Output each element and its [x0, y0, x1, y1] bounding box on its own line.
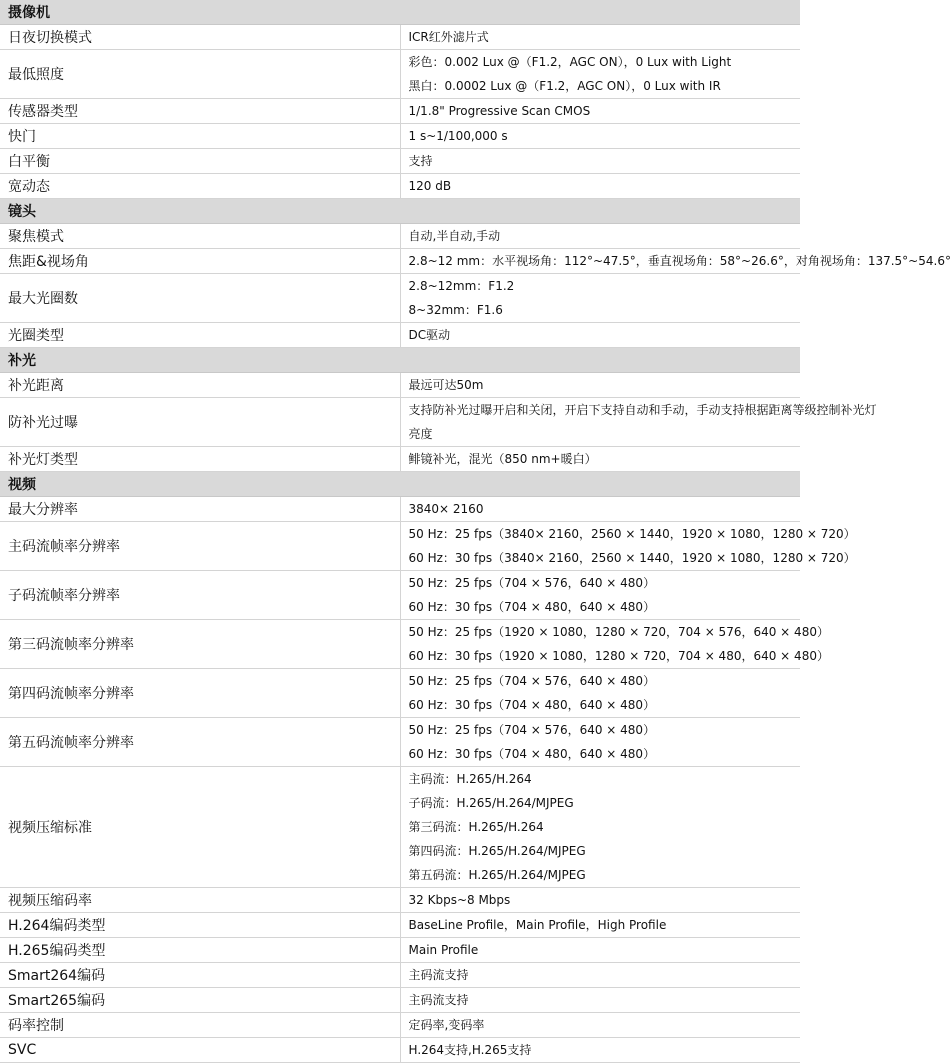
- spec-value: [400, 224, 800, 249]
- spec-value: [400, 988, 800, 1013]
- spec-label: 子码流帧率分辨率: [0, 571, 400, 620]
- spec-value: [400, 398, 877, 447]
- spec-value: [400, 447, 800, 472]
- spec-row: [0, 174, 800, 199]
- section-header: [0, 472, 800, 497]
- spec-value-line: 1 s~1/100,000 s: [408, 129, 508, 143]
- spec-row: [0, 988, 800, 1013]
- spec-value: [400, 522, 856, 571]
- spec-value-line: 8~32mm：F1.6: [408, 303, 503, 317]
- spec-row: [0, 620, 800, 669]
- spec-value-line: 32 Kbps~8 Mbps: [408, 893, 511, 907]
- spec-label: H.264编码类型: [0, 913, 400, 938]
- section-header: [0, 199, 800, 224]
- spec-value-line: Main Profile: [408, 943, 479, 957]
- spec-value-line: 主码流：H.265/H.264: [408, 772, 532, 786]
- spec-label: 视频压缩码率: [0, 888, 400, 913]
- spec-row: [0, 571, 800, 620]
- spec-value: [400, 497, 800, 522]
- spec-value-line: 60 Hz：30 fps（704 × 480，640 × 480）: [408, 600, 656, 614]
- spec-value-line: 1/1.8" Progressive Scan CMOS: [408, 104, 591, 118]
- spec-label: 补光距离: [0, 373, 400, 398]
- spec-label: 第四码流帧率分辨率: [0, 669, 400, 718]
- section-header: [0, 348, 800, 373]
- spec-row: [0, 888, 800, 913]
- spec-row: [0, 25, 800, 50]
- section-title: 补光: [0, 348, 800, 373]
- spec-value-line: DC驱动: [408, 328, 451, 342]
- spec-value-line: 子码流：H.265/H.264/MJPEG: [408, 796, 574, 810]
- spec-label: 传感器类型: [0, 99, 400, 124]
- spec-row: [0, 398, 800, 447]
- spec-row: [0, 274, 800, 323]
- spec-value: [400, 938, 800, 963]
- spec-row: [0, 1013, 800, 1038]
- spec-value-line: 50 Hz：25 fps（704 × 576，640 × 480）: [408, 576, 656, 590]
- spec-value: [400, 1013, 800, 1038]
- spec-label: 聚焦模式: [0, 224, 400, 249]
- spec-value-line: 鲱镜补光，混光（850 nm+暖白）: [408, 452, 597, 466]
- spec-label: 光圈类型: [0, 323, 400, 348]
- spec-value: [400, 323, 800, 348]
- spec-value-line: 120 dB: [408, 179, 452, 193]
- spec-value: [400, 249, 951, 274]
- spec-value: [400, 913, 800, 938]
- spec-value-line: 50 Hz：25 fps（704 × 576，640 × 480）: [408, 674, 656, 688]
- spec-value: [400, 767, 800, 888]
- spec-value: [400, 963, 800, 988]
- spec-label: 焦距&视场角: [0, 249, 400, 274]
- spec-value-line: BaseLine Profile，Main Profile，High Profile: [408, 918, 667, 932]
- spec-value-line: 60 Hz：30 fps（1920 × 1080，1280 × 720，704 × 480，640 × 480）: [408, 649, 829, 663]
- spec-value: [400, 50, 800, 99]
- spec-value: [400, 25, 800, 50]
- spec-row: [0, 447, 800, 472]
- spec-row: [0, 913, 800, 938]
- spec-row: [0, 497, 800, 522]
- spec-label: 补光灯类型: [0, 447, 400, 472]
- spec-row: [0, 50, 800, 99]
- spec-value-line: 主码流支持: [408, 993, 469, 1007]
- spec-value-line: ICR红外滤片式: [408, 30, 489, 44]
- spec-value-line: 支持: [408, 154, 433, 168]
- spec-value: [400, 620, 829, 669]
- spec-row: [0, 224, 800, 249]
- spec-row: [0, 522, 800, 571]
- section-title: 视频: [0, 472, 800, 497]
- spec-value: [400, 174, 800, 199]
- spec-value-line: 第四码流：H.265/H.264/MJPEG: [408, 844, 586, 858]
- spec-value: [400, 718, 800, 767]
- spec-value-line: 2.8~12 mm：水平视场角：112°~47.5°，垂直视场角：58°~26.6°，对角视场角：137.5°~54.6°: [408, 254, 951, 268]
- spec-value-line: 60 Hz：30 fps（3840× 2160，2560 × 1440，1920 × 1080，1280 × 720）: [408, 551, 856, 565]
- spec-value-line: 主码流支持: [408, 968, 469, 982]
- spec-value-line: 黑白：0.0002 Lux @（F1.2，AGC ON），0 Lux with IR: [408, 79, 721, 93]
- spec-label: 第三码流帧率分辨率: [0, 620, 400, 669]
- spec-value: [400, 274, 800, 323]
- spec-row: [0, 963, 800, 988]
- spec-value-line: 50 Hz：25 fps（704 × 576，640 × 480）: [408, 723, 656, 737]
- section-header: [0, 0, 800, 25]
- spec-label: 白平衡: [0, 149, 400, 174]
- spec-value-line: 第三码流：H.265/H.264: [408, 820, 544, 834]
- spec-row: [0, 669, 800, 718]
- spec-value: [400, 124, 800, 149]
- spec-label: 视频压缩标准: [0, 767, 400, 888]
- spec-row: [0, 718, 800, 767]
- spec-row: [0, 373, 800, 398]
- spec-label: 快门: [0, 124, 400, 149]
- spec-row: [0, 1038, 800, 1063]
- spec-row: [0, 938, 800, 963]
- spec-row: [0, 249, 800, 274]
- spec-value-line: 支持防补光过曝开启和关闭，开启下支持自动和手动，手动支持根据距离等级控制补光灯: [408, 403, 877, 417]
- spec-label: Smart265编码: [0, 988, 400, 1013]
- spec-value: [400, 571, 800, 620]
- spec-label: 最大分辨率: [0, 497, 400, 522]
- spec-value-line: 60 Hz：30 fps（704 × 480，640 × 480）: [408, 747, 656, 761]
- spec-value-line: 彩色：0.002 Lux @（F1.2，AGC ON），0 Lux with Light: [408, 55, 732, 69]
- spec-label: 最大光圈数: [0, 274, 400, 323]
- spec-value-line: 亮度: [408, 427, 433, 441]
- spec-value-line: 2.8~12mm：F1.2: [408, 279, 515, 293]
- spec-value-line: 最远可达50m: [408, 378, 484, 392]
- spec-row: [0, 149, 800, 174]
- spec-label: 宽动态: [0, 174, 400, 199]
- section-title: 摄像机: [0, 0, 800, 25]
- spec-value: [400, 149, 800, 174]
- spec-row: [0, 323, 800, 348]
- section-title: 镜头: [0, 199, 800, 224]
- spec-value: [400, 373, 800, 398]
- spec-value-line: H.264支持,H.265支持: [408, 1043, 532, 1057]
- spec-value: [400, 1038, 800, 1063]
- spec-value: [400, 669, 800, 718]
- spec-label: 日夜切换模式: [0, 25, 400, 50]
- spec-label: 码率控制: [0, 1013, 400, 1038]
- spec-value: [400, 888, 800, 913]
- spec-label: Smart264编码: [0, 963, 400, 988]
- spec-value-line: 50 Hz：25 fps（1920 × 1080，1280 × 720，704 × 576，640 × 480）: [408, 625, 829, 639]
- spec-row: [0, 767, 800, 888]
- spec-label: 最低照度: [0, 50, 400, 99]
- spec-value-line: 60 Hz：30 fps（704 × 480，640 × 480）: [408, 698, 656, 712]
- spec-value: [400, 99, 800, 124]
- spec-label: H.265编码类型: [0, 938, 400, 963]
- spec-value-line: 定码率,变码率: [408, 1018, 485, 1032]
- spec-label: 主码流帧率分辨率: [0, 522, 400, 571]
- spec-value-line: 3840× 2160: [408, 502, 484, 516]
- spec-row: [0, 124, 800, 149]
- spec-row: [0, 99, 800, 124]
- spec-value-line: 50 Hz：25 fps（3840× 2160，2560 × 1440，1920 × 1080，1280 × 720）: [408, 527, 856, 541]
- spec-label: SVC: [0, 1038, 400, 1063]
- spec-label: 防补光过曝: [0, 398, 400, 447]
- spec-label: 第五码流帧率分辨率: [0, 718, 400, 767]
- spec-value-line: 第五码流：H.265/H.264/MJPEG: [408, 868, 586, 882]
- spec-value-line: 自动,半自动,手动: [408, 229, 501, 243]
